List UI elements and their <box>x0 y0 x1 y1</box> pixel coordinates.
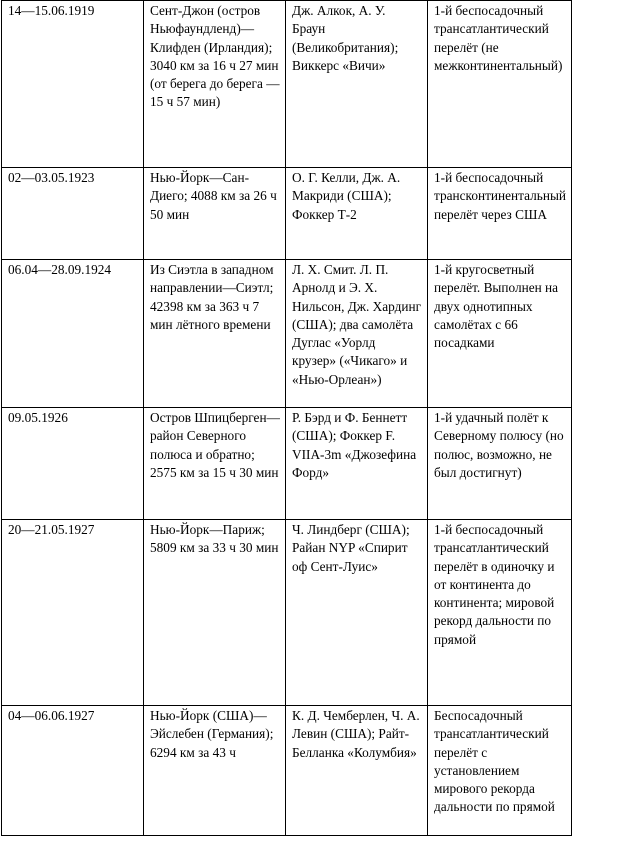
route-cell: Сент-Джон (остров Ньюфаундленд)—Клифден (Ирландия); 3040 км за 16 ч 27 мин (от берега до берега —15 ч 57 мин) <box>144 1 286 168</box>
crew-aircraft-cell: Л. Х. Смит. Л. П. Арнолд и Э. Х. Нильсон, Дж. Хардинг (США); два самолёта Дуглас «Уорлд крузер» («Чикаго» и «Нью-Орлеан») <box>286 260 428 408</box>
note-cell: 1-й беспосадочный трансатлантический перелёт в одиночку и от континента до континента; мировой рекорд дальности по прямой <box>428 520 572 706</box>
date-cell: 09.05.1926 <box>2 408 144 520</box>
table-row <box>2 1 572 168</box>
date-cell: 14—15.06.1919 <box>2 1 144 168</box>
crew-aircraft-cell: К. Д. Чемберлен, Ч. А. Левин (США); Райт-Белланка «Колумбия» <box>286 706 428 836</box>
date-cell: 20—21.05.1927 <box>2 520 144 706</box>
note-cell: 1-й удачный полёт к Северному полюсу (но полюс, возможно, не был достигнут) <box>428 408 572 520</box>
table-row <box>2 706 572 836</box>
crew-aircraft-cell: Ч. Линдберг (США); Райан NYP «Спирит оф Сент-Луис» <box>286 520 428 706</box>
table-row <box>2 520 572 706</box>
table-row <box>2 168 572 260</box>
note-cell: 1-й беспосадочный трансконтинентальный перелёт через США <box>428 168 572 260</box>
route-cell: Нью-Йорк (США)—Эйслебен (Германия); 6294 км за 43 ч <box>144 706 286 836</box>
crew-aircraft-cell: Р. Бэрд и Ф. Беннетт (США); Фоккер F. VIIA-3m «Джозефина Форд» <box>286 408 428 520</box>
crew-aircraft-cell: О. Г. Келли, Дж. А. Макриди (США); Фоккер Т-2 <box>286 168 428 260</box>
note-cell: Беспосадочный трансатлантический перелёт с установлением мирового рекорда дальности по прямой <box>428 706 572 836</box>
route-cell: Остров Шпицберген—район Северного полюса и обратно; 2575 км за 15 ч 30 мин <box>144 408 286 520</box>
date-cell: 02—03.05.1923 <box>2 168 144 260</box>
note-cell: 1-й кругосветный перелёт. Выполнен на двух однотипных самолётах с 66 посадками <box>428 260 572 408</box>
route-cell: Из Сиэтла в западном направлении—Сиэтл; 42398 км за 363 ч 7 мин лётного времени <box>144 260 286 408</box>
route-cell: Нью-Йорк—Сан-Диего; 4088 км за 26 ч 50 мин <box>144 168 286 260</box>
crew-aircraft-cell: Дж. Алкок, А. У. Браун (Великобритания); Виккерс «Вичи» <box>286 1 428 168</box>
table-row <box>2 408 572 520</box>
note-cell: 1-й беспосадочный трансатлантический перелёт (не межконтинентальный) <box>428 1 572 168</box>
date-cell: 06.04—28.09.1924 <box>2 260 144 408</box>
route-cell: Нью-Йорк—Париж; 5809 км за 33 ч 30 мин <box>144 520 286 706</box>
flights-table <box>1 0 572 836</box>
table-row <box>2 260 572 408</box>
date-cell: 04—06.06.1927 <box>2 706 144 836</box>
